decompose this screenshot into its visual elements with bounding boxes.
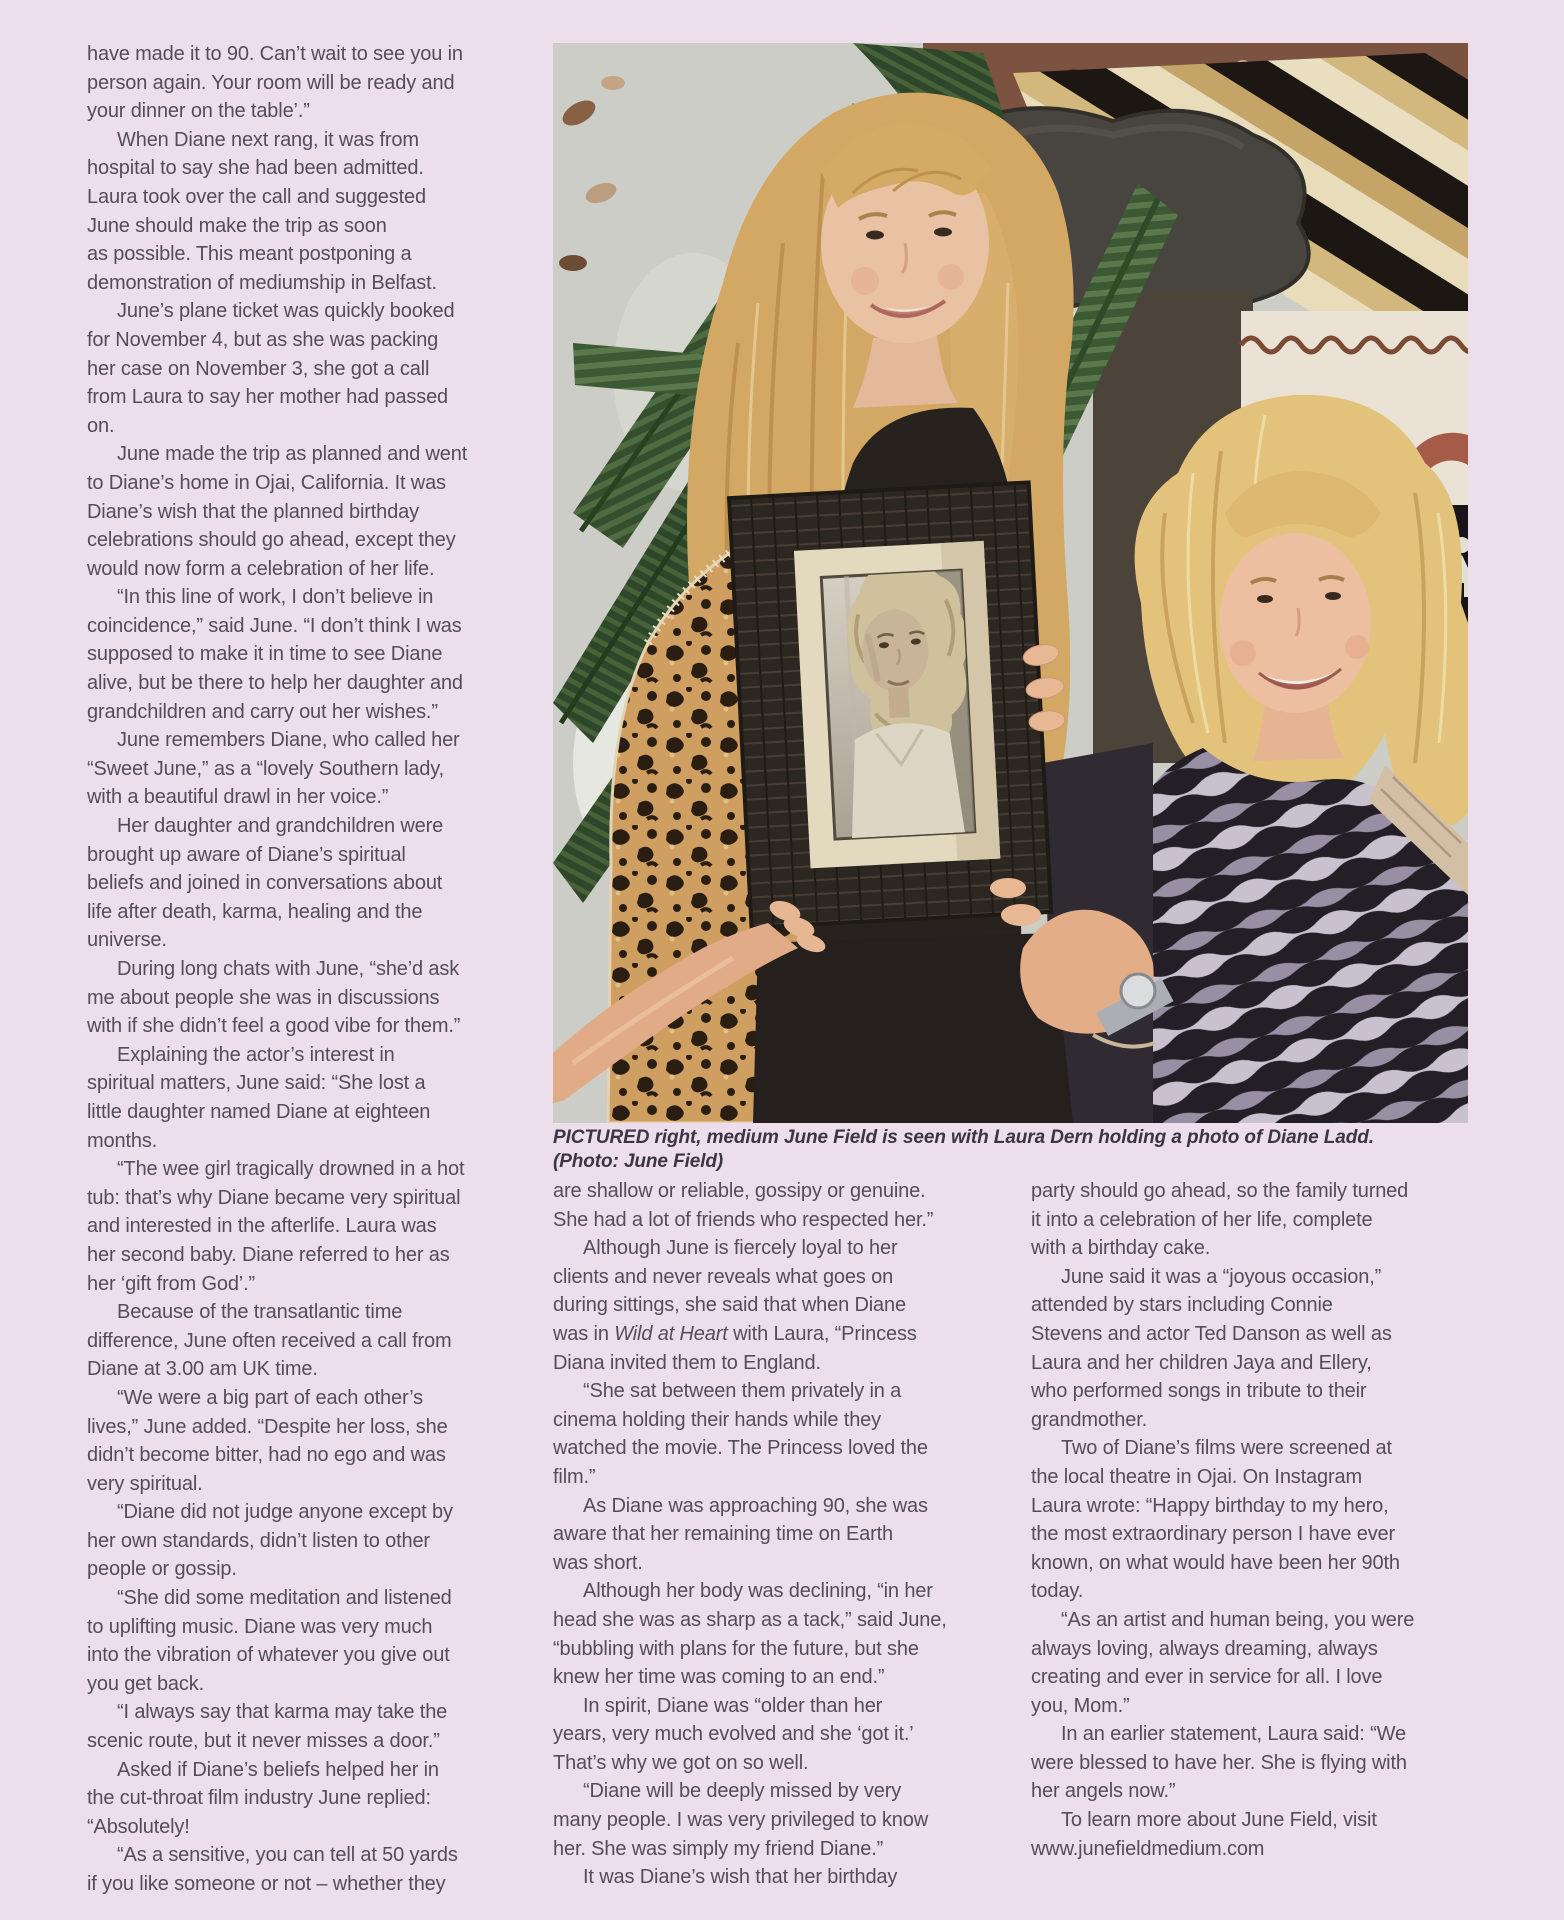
text-line: Diana invited them to England. bbox=[553, 1351, 821, 1374]
text-line: known, on what would have been her 90th bbox=[1031, 1551, 1400, 1574]
text-line: June’s plane ticket was quickly booked bbox=[117, 300, 455, 323]
text-line: universe. bbox=[87, 929, 167, 952]
text-line: little daughter named Diane at eighteen bbox=[87, 1100, 431, 1123]
text-line: life after death, karma, healing and the bbox=[87, 900, 423, 923]
text-line: coincidence,” said June. “I don’t think I was bbox=[87, 614, 462, 637]
text-line: creating and ever in service for all. I love bbox=[1031, 1666, 1383, 1689]
text-line: “As an artist and human being, you were bbox=[1061, 1608, 1415, 1631]
text-line: scenic route, but it never misses a door.” bbox=[87, 1730, 440, 1753]
text-line: clients and never reveals what goes on bbox=[553, 1265, 894, 1288]
text-line: celebrations should go ahead, except they bbox=[87, 529, 456, 552]
text-line: always loving, always dreaming, always bbox=[1031, 1637, 1378, 1660]
text-line: your dinner on the table’.” bbox=[87, 100, 310, 123]
text-line: Asked if Diane’s beliefs helped her in bbox=[117, 1758, 439, 1781]
text-line: Laura took over the call and suggested bbox=[87, 185, 426, 208]
text-line: you get back. bbox=[87, 1672, 205, 1695]
caption-line: PICTURED right, medium June Field is seen with Laura Dern holding a photo of Diane Ladd. bbox=[553, 1127, 1374, 1148]
text-line: to Diane’s home in Ojai, California. It was bbox=[87, 471, 446, 494]
text-line: Laura and her children Jaya and Ellery, bbox=[1031, 1351, 1372, 1374]
photo-caption bbox=[553, 1126, 1468, 1174]
text-line: the local theatre in Ojai. On Instagram bbox=[1031, 1465, 1362, 1488]
text-line: with a birthday cake. bbox=[1031, 1237, 1211, 1260]
text-line: months. bbox=[87, 1129, 158, 1152]
text-line: as possible. This meant postponing a bbox=[87, 243, 412, 266]
text-line: today. bbox=[1031, 1580, 1084, 1603]
text-line: In an earlier statement, Laura said: “We bbox=[1061, 1723, 1406, 1746]
text-line: many people. I was very privileged to know bbox=[553, 1809, 928, 1832]
text-line: www.junefieldmedium.com bbox=[1031, 1837, 1265, 1860]
text-line: you, Mom.” bbox=[1031, 1694, 1130, 1717]
text-line: head she was as sharp as a tack,” said June, bbox=[553, 1608, 947, 1631]
text-line: Her daughter and grandchildren were bbox=[117, 815, 444, 838]
text-line: “In this line of work, I don’t believe in bbox=[117, 586, 434, 609]
text-line: June remembers Diane, who called her bbox=[117, 729, 460, 752]
text-line: alive, but be there to help her daughter and bbox=[87, 672, 463, 695]
text-line: who performed songs in tribute to their bbox=[1031, 1380, 1367, 1403]
text-line: her ‘gift from God’.” bbox=[87, 1272, 256, 1295]
photo-illustration bbox=[553, 43, 1468, 1123]
text-line: Diane at 3.00 am UK time. bbox=[87, 1358, 318, 1381]
text-line: the cut-throat film industry June replied: bbox=[87, 1787, 431, 1810]
text-line: years, very much evolved and she ‘got it.’ bbox=[553, 1723, 914, 1746]
text-line: from Laura to say her mother had passed bbox=[87, 386, 449, 409]
text-line: people or gossip. bbox=[87, 1558, 237, 1581]
text-line: beliefs and joined in conversations about bbox=[87, 872, 443, 895]
text-line: and interested in the afterlife. Laura was bbox=[87, 1215, 437, 1238]
text-line: “We were a big part of each other’s bbox=[117, 1386, 424, 1409]
text-line: supposed to make it in time to see Diane bbox=[87, 643, 443, 666]
text-line: me about people she was in discussions bbox=[87, 986, 440, 1009]
text-line: to uplifting music. Diane was very much bbox=[87, 1615, 433, 1638]
text-line: To learn more about June Field, visit bbox=[1061, 1809, 1377, 1832]
left-text-column bbox=[87, 40, 517, 1899]
text-line: very spiritual. bbox=[87, 1472, 203, 1495]
text-line: difference, June often received a call from bbox=[87, 1329, 452, 1352]
text-line: June said it was a “joyous occasion,” bbox=[1061, 1265, 1382, 1288]
text-line: her case on November 3, she got a call bbox=[87, 357, 430, 380]
text-line: Although her body was declining, “in her bbox=[583, 1580, 933, 1603]
text-line: lives,” June added. “Despite her loss, she bbox=[87, 1415, 448, 1438]
text-line: Although June is fiercely loyal to her bbox=[583, 1237, 898, 1260]
text-line: have made it to 90. Can’t wait to see you in bbox=[87, 43, 463, 65]
text-line: watched the movie. The Princess loved the bbox=[553, 1437, 928, 1460]
text-line: Laura wrote: “Happy birthday to my hero, bbox=[1031, 1494, 1389, 1517]
middle-text-column bbox=[553, 1177, 1001, 1892]
text-line: the most extraordinary person I have ever bbox=[1031, 1523, 1396, 1546]
text-line: were blessed to have her. She is flying with bbox=[1031, 1751, 1407, 1774]
text-line: During long chats with June, “she’d ask bbox=[117, 958, 460, 980]
text-line: was short. bbox=[553, 1551, 643, 1574]
text-line: on. bbox=[87, 414, 115, 437]
text-line: tub: that’s why Diane became very spiritual bbox=[87, 1186, 461, 1209]
right-text-column bbox=[1031, 1177, 1471, 1863]
text-line: grandchildren and carry out her wishes.” bbox=[87, 700, 438, 723]
text-line: attended by stars including Connie bbox=[1031, 1294, 1333, 1317]
text-line: “Diane will be deeply missed by very bbox=[583, 1780, 902, 1803]
text-line: She had a lot of friends who respected her.” bbox=[553, 1208, 934, 1231]
text-line: are shallow or reliable, gossipy or genuine. bbox=[553, 1180, 926, 1202]
text-line: if you like someone or not – whether they bbox=[87, 1873, 446, 1895]
text-line: her. She was simply my friend Diane.” bbox=[553, 1837, 884, 1860]
caption-credit: (Photo: June Field) bbox=[553, 1151, 724, 1172]
text-line: Explaining the actor’s interest in bbox=[117, 1043, 395, 1066]
text-line: “The wee girl tragically drowned in a hot bbox=[117, 1158, 465, 1181]
text-line: with a beautiful drawl in her voice.” bbox=[87, 786, 389, 809]
text-line: didn’t become bitter, had no ego and was bbox=[87, 1444, 446, 1467]
text-line: June made the trip as planned and went bbox=[117, 443, 468, 466]
text-line: with if she didn’t feel a good vibe for them.” bbox=[87, 1015, 461, 1038]
text-line: her angels now.” bbox=[1031, 1780, 1176, 1803]
text-line: brought up aware of Diane’s spiritual bbox=[87, 843, 406, 866]
text-line: person again. Your room will be ready and bbox=[87, 71, 455, 94]
text-line: “Absolutely! bbox=[87, 1815, 190, 1838]
text-line: “I always say that karma may take the bbox=[117, 1701, 448, 1724]
text-line: into the vibration of whatever you give out bbox=[87, 1644, 450, 1667]
text-line: “She did some meditation and listened bbox=[117, 1587, 452, 1610]
text-line: her own standards, didn’t listen to other bbox=[87, 1529, 430, 1552]
text-line: Two of Diane’s films were screened at bbox=[1061, 1437, 1392, 1460]
text-line: cinema holding their hands while they bbox=[553, 1408, 881, 1431]
text-line: was in Wild at Heart with Laura, “Princess bbox=[553, 1322, 917, 1345]
text-line: June should make the trip as soon bbox=[87, 214, 387, 237]
text-line: When Diane next rang, it was from bbox=[117, 128, 419, 151]
text-line: It was Diane’s wish that her birthday bbox=[583, 1866, 898, 1889]
text-line: “Sweet June,” as a “lovely Southern lady, bbox=[87, 757, 444, 780]
text-line: demonstration of mediumship in Belfast. bbox=[87, 271, 437, 294]
text-line: party should go ahead, so the family turned bbox=[1031, 1180, 1409, 1202]
article-photo bbox=[553, 43, 1468, 1123]
text-line: during sittings, she said that when Diane bbox=[553, 1294, 906, 1317]
text-line: That’s why we got on so well. bbox=[553, 1751, 809, 1774]
text-line: would now form a celebration of her life. bbox=[87, 557, 435, 580]
text-line: Diane’s wish that the planned birthday bbox=[87, 500, 419, 523]
text-line: it into a celebration of her life, complete bbox=[1031, 1208, 1373, 1231]
text-line: for November 4, but as she was packing bbox=[87, 328, 439, 351]
text-line: spiritual matters, June said: “She lost a bbox=[87, 1072, 426, 1095]
text-line: “bubbling with plans for the future, but she bbox=[553, 1637, 919, 1660]
text-line: Stevens and actor Ted Danson as well as bbox=[1031, 1322, 1392, 1345]
text-line: hospital to say she had been admitted. bbox=[87, 157, 424, 180]
text-line: film.” bbox=[553, 1465, 596, 1488]
text-line: her second baby. Diane referred to her as bbox=[87, 1243, 450, 1266]
text-line: In spirit, Diane was “older than her bbox=[583, 1694, 883, 1717]
text-line: “As a sensitive, you can tell at 50 yards bbox=[117, 1844, 458, 1867]
text-line: “She sat between them privately in a bbox=[583, 1380, 902, 1403]
text-line: grandmother. bbox=[1031, 1408, 1148, 1431]
text-line: knew her time was coming to an end.” bbox=[553, 1666, 885, 1689]
text-line: Because of the transatlantic time bbox=[117, 1301, 403, 1324]
text-line: As Diane was approaching 90, she was bbox=[583, 1494, 928, 1517]
text-line: “Diane did not judge anyone except by bbox=[117, 1501, 453, 1524]
text-line: aware that her remaining time on Earth bbox=[553, 1523, 894, 1546]
